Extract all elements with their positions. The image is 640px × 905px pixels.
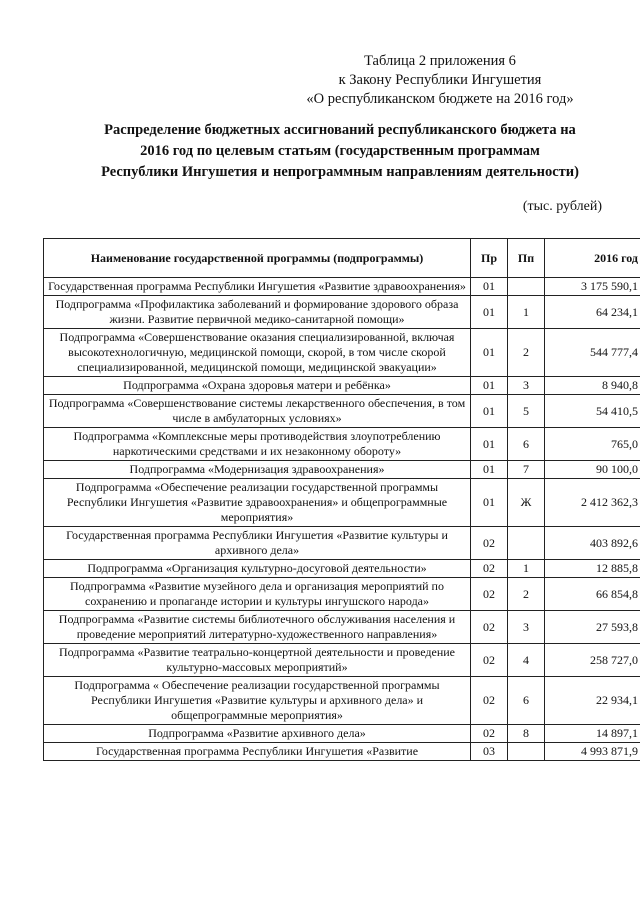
table-row: [44, 677, 640, 725]
cell-pp: 3: [508, 377, 545, 395]
column-header-year: 2016 год: [545, 239, 640, 278]
table-row: [44, 725, 640, 743]
cell-pp: 5: [508, 395, 545, 428]
cell-pr: 02: [471, 611, 508, 644]
table-row: [44, 743, 640, 761]
cell-pr: 02: [471, 578, 508, 611]
cell-name: Подпрограмма «Комплексные меры противодействия злоупотреблению наркотическими средствами и их незаконному обороту»: [44, 428, 471, 461]
cell-amount: 12 885,8: [545, 560, 640, 578]
title-line-1: Распределение бюджетных ассигнований республиканского бюджета на: [104, 122, 576, 138]
column-header-pr: Пр: [471, 239, 508, 278]
appendix-header: [290, 52, 590, 109]
cell-pr: 02: [471, 644, 508, 677]
table-row: [44, 611, 640, 644]
cell-name: Подпрограмма «Развитие системы библиотечного обслуживания населения и проведение мероприятий литературно-художественного направления»: [44, 611, 471, 644]
cell-name: Государственная программа Республики Ингушетия «Развитие: [44, 743, 471, 761]
cell-pp: 1: [508, 560, 545, 578]
cell-pr: 03: [471, 743, 508, 761]
cell-pp: [508, 743, 545, 761]
document-title: [60, 120, 620, 183]
cell-amount: 64 234,1: [545, 296, 640, 329]
table-row: [44, 644, 640, 677]
cell-pp: 4: [508, 644, 545, 677]
cell-pp: 7: [508, 461, 545, 479]
cell-amount: 544 777,4: [545, 329, 640, 377]
cell-pr: 01: [471, 428, 508, 461]
table-row: [44, 560, 640, 578]
cell-pp: 6: [508, 428, 545, 461]
cell-name: Подпрограмма «Обеспечение реализации государственной программы Республики Ингушетия «Развитие здравоохранения» и общепрограммные мероприятия»: [44, 479, 471, 527]
cell-amount: 4 993 871,9: [545, 743, 640, 761]
cell-amount: 3 175 590,1: [545, 278, 640, 296]
budget-table: [43, 238, 640, 761]
table-row: [44, 329, 640, 377]
appendix-header-line-3: «О республиканском бюджете на 2016 год»: [306, 91, 574, 107]
cell-pp: 2: [508, 578, 545, 611]
cell-amount: 2 412 362,3: [545, 479, 640, 527]
appendix-header-line-2: к Закону Республики Ингушетия: [338, 72, 542, 88]
units-label: (тыс. рублей): [522, 199, 602, 214]
table-row: [44, 377, 640, 395]
cell-pp: [508, 527, 545, 560]
cell-pr: 01: [471, 479, 508, 527]
cell-name: Подпрограмма «Модернизация здравоохранения»: [44, 461, 471, 479]
cell-pr: 01: [471, 461, 508, 479]
table-row: [44, 278, 640, 296]
cell-pr: 01: [471, 278, 508, 296]
cell-pr: 01: [471, 329, 508, 377]
cell-amount: 403 892,6: [545, 527, 640, 560]
cell-name: Подпрограмма «Совершенствование системы лекарственного обеспечения, в том числе в амбулаторных условиях»: [44, 395, 471, 428]
column-header-pp: Пп: [508, 239, 545, 278]
cell-pr: 02: [471, 677, 508, 725]
cell-name: Подпрограмма «Развитие архивного дела»: [44, 725, 471, 743]
cell-pp: 8: [508, 725, 545, 743]
table-row: [44, 527, 640, 560]
cell-name: Подпрограмма «Организация культурно-досуговой деятельности»: [44, 560, 471, 578]
cell-pp: [508, 278, 545, 296]
cell-pp: Ж: [508, 479, 545, 527]
cell-name: Подпрограмма «Совершенствование оказания специализированной, включая высокотехнологичную, медицинской помощи, скорой, в том числе скорой специализированной, медицинской помощи, медицинской эвакуации»: [44, 329, 471, 377]
appendix-header-line-1: Таблица 2 приложения 6: [364, 53, 516, 69]
cell-amount: 765,0: [545, 428, 640, 461]
table-row: [44, 395, 640, 428]
cell-name: Подпрограмма «Охрана здоровья матери и ребёнка»: [44, 377, 471, 395]
cell-amount: 22 934,1: [545, 677, 640, 725]
cell-pp: 6: [508, 677, 545, 725]
cell-pr: 01: [471, 395, 508, 428]
cell-amount: 27 593,8: [545, 611, 640, 644]
table-header-row: [44, 239, 640, 278]
table-row: [44, 296, 640, 329]
cell-name: Подпрограмма « Обеспечение реализации государственной программы Республики Ингушетия «Развитие культуры и архивного дела» и общепрограммные мероприятия»: [44, 677, 471, 725]
table-row: [44, 428, 640, 461]
cell-amount: 54 410,5: [545, 395, 640, 428]
cell-name: Подпрограмма «Профилактика заболеваний и формирование здорового образа жизни. Развитие первичной медико-санитарной помощи»: [44, 296, 471, 329]
cell-pr: 02: [471, 725, 508, 743]
cell-pr: 01: [471, 296, 508, 329]
cell-amount: 66 854,8: [545, 578, 640, 611]
table-row: [44, 479, 640, 527]
cell-amount: 90 100,0: [545, 461, 640, 479]
cell-amount: 14 897,1: [545, 725, 640, 743]
cell-amount: 8 940,8: [545, 377, 640, 395]
table-row: [44, 578, 640, 611]
cell-name: Подпрограмма «Развитие театрально-концертной деятельности и проведение культурно-массовых мероприятий»: [44, 644, 471, 677]
cell-pr: 02: [471, 560, 508, 578]
cell-name: Государственная программа Республики Ингушетия «Развитие культуры и архивного дела»: [44, 527, 471, 560]
column-header-name: Наименование государственной программы (подпрограммы): [44, 239, 471, 278]
title-line-2: 2016 год по целевым статьям (государственным программам: [140, 143, 540, 159]
table-row: [44, 461, 640, 479]
cell-pp: 1: [508, 296, 545, 329]
cell-pr: 01: [471, 377, 508, 395]
cell-pr: 02: [471, 527, 508, 560]
cell-name: Государственная программа Республики Ингушетия «Развитие здравоохранения»: [44, 278, 471, 296]
title-line-3: Республики Ингушетия и непрограммным направлениям деятельности): [101, 164, 579, 180]
cell-amount: 258 727,0: [545, 644, 640, 677]
cell-pp: 2: [508, 329, 545, 377]
cell-name: Подпрограмма «Развитие музейного дела и организация мероприятий по сохранению и пропаганде истории и культуры ингушского народа»: [44, 578, 471, 611]
cell-pp: 3: [508, 611, 545, 644]
